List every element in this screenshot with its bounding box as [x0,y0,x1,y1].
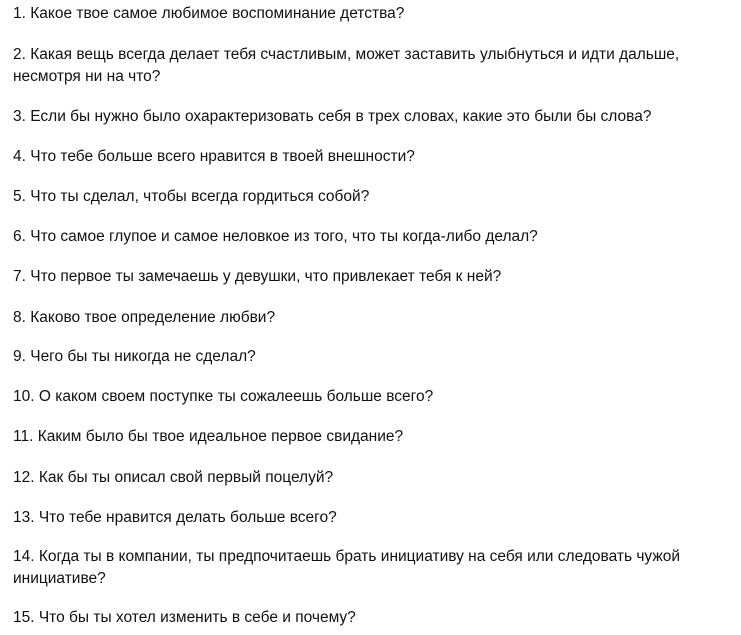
question-item: 8. Каково твое определение любви? [13,309,276,326]
question-item: 10. О каком своем поступке ты сожалеешь больше всего? [13,388,434,405]
question-item: 1. Какое твое самое любимое воспоминание детства? [13,5,405,22]
question-item: 3. Если бы нужно было охарактеризовать себя в трех словах, какие это были бы слова? [13,108,652,125]
question-item: 5. Что ты сделал, чтобы всегда гордиться собой? [13,188,370,205]
question-item: 7. Что первое ты замечаешь у девушки, что привлекает тебя к ней? [13,268,502,285]
question-item: 12. Как бы ты описал свой первый поцелуй? [13,469,334,486]
question-item: 13. Что тебе нравится делать больше всего? [13,509,337,526]
question-item: 2. Какая вещь всегда делает тебя счастливым, может заставить улыбнуться и идти дальше, несмотря ни на что? [13,46,680,85]
question-item: 4. Что тебе больше всего нравится в твоей внешности? [13,148,415,165]
question-item: 6. Что самое глупое и самое неловкое из того, что ты когда-либо делал? [13,228,538,245]
question-item: 9. Чего бы ты никогда не сделал? [13,348,256,365]
question-item: 14. Когда ты в компании, ты предпочитаешь брать инициативу на себя или следовать чужой инициативе? [13,548,680,587]
question-item: 11. Каким было бы твое идеальное первое свидание? [13,428,404,445]
question-item: 15. Что бы ты хотел изменить в себе и почему? [13,609,356,626]
